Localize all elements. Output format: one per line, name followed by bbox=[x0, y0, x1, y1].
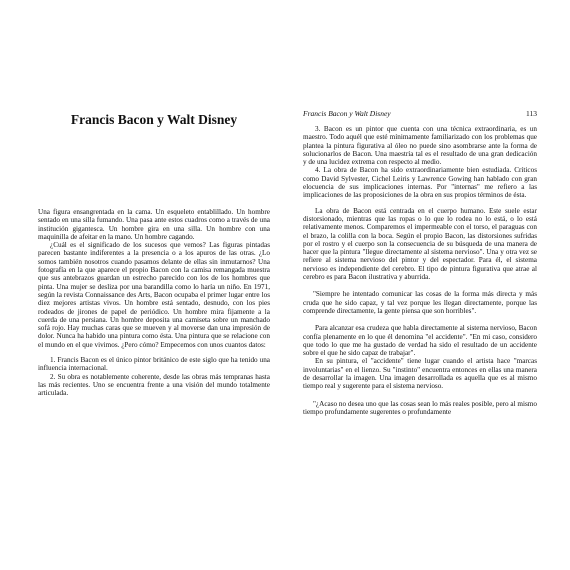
left-paragraph-1: Una figura ensangrentada en la cama. Un esqueleto entablillado. Un hombre sentado en una silla fumando. Una pasa ante estos cuadros como a través de una institución gigantesca. Un hombre gira en una silla. Un hombre con una maquinilla de afeitar en la mano. Un hombre cagando. bbox=[38, 208, 270, 241]
right-quote-1: "Siempre he intentado comunicar las cosas de la forma más directa y más cruda que he sido capaz, y tal vez porque les llegan directamente, porque las comprende directamente, la gente piensa que son horribles". bbox=[303, 290, 537, 315]
page-number: 113 bbox=[526, 109, 537, 118]
left-paragraph-3: 1. Francis Bacon es el único pintor británico de este siglo que ha tenido una influencia internacional. bbox=[38, 356, 270, 373]
right-paragraph-3: La obra de Bacon está centrada en el cuerpo humano. Este suele estar distorsionado, mientras que las ropas o lo que lo rodea no lo está, o lo está relativamente menos. Comparemos el impermeable con el torso, el paraguas con el brazo, la colilla con la boca. Según el propio Bacon, las distorsiones sufridas por el rostro y el cuerpo son la consecuencia de su búsqueda de una manera de hacer que la pintura "llegue directamente al sistema nervioso". Una y otra vez se refiere al sistema nervioso del pintor y del espectador. Para él, el sistema nervioso es independiente del cerebro. El tipo de pintura figurativa que atrae al cerebro es para Bacon ilustrativa y aburrida. bbox=[303, 206, 537, 282]
right-page-body bbox=[303, 125, 537, 425]
running-head bbox=[303, 109, 537, 119]
chapter-title: Francis Bacon y Walt Disney bbox=[70, 112, 238, 127]
left-paragraph-2: ¿Cuál es el significado de los sucesos que vemos? Las figuras pintadas parecen bastante indiferentes a la presencia o a los apuros de las otras. ¿Lo somos también nosotros cuando pasamos delante de ellas sin inmutarnos? Una fotografía en la que aparece el propio Bacon con la camisa remangada muestra que sus antebrazos guardan un estrecho parecido con los de los hombres que pinta. Una mujer se desliza por una barandilla como lo haría un niño. En 1971, según la revista Connaissance des Arts, Bacon ocupaba el primer lugar entre los diez mejores artistas vivos. Un hombre está sentado, desnudo, con los pies rodeados de jirones de papel de periódico. Un hombre mira fijamente a la cuerda de una persiana. Un hombre deposita una camiseta sobre un manchado sofá rojo. Hay muchas caras que se mueven y al moverse dan una impresión de dolor. Nunca ha habido una pintura como ésta. Una pintura que se relacione con el mundo en el que vivimos. ¿Pero cómo? Empecemos con unos cuantos datos: bbox=[38, 241, 270, 349]
right-paragraph-5: En su pintura, el "accidente" tiene lugar cuando el artista hace "marcas involuntarias" en el lienzo. Su "instinto" encuentra entonces en ellas una manera de desarrollar la imagen. Una imagen desarrollada es aquella que es al mismo tiempo real y sugerente para el sistema nervioso. bbox=[303, 357, 537, 391]
right-quote-2: "¿Acaso no desea uno que las cosas sean lo más reales posible, pero al mismo tiempo profundamente sugerentes o profundamente bbox=[303, 399, 537, 416]
right-paragraph-1: 3. Bacon es un pintor que cuenta con una técnica extraordinaria, es un maestro. Todo aquél que esté mínimamente familiarizado con los problemas que plantea la pintura figurativa al óleo no puede sino asombrarse ante la forma de solucionarlos de Bacon. Una maestría tal es el resultado de una gran dedicación y de una lucidez extrema con respecto al medio. bbox=[303, 125, 537, 167]
right-paragraph-2: 4. La obra de Bacon ha sido extraordinariamente bien estudiada. Críticos como David Sylvester, Cichel Leiris y Lawrence Gowing han hablado con gran elocuencia de sus implicaciones internas. Por "internas" me refiero a las implicaciones de las proposiciones de la obra en sus propios términos de ésta. bbox=[303, 166, 537, 200]
right-paragraph-4: Para alcanzar esa crudeza que habla directamente al sistema nervioso, Bacon confía plenamente en lo que él denomina "el accidente". "En mi caso, considero que todo lo que me ha gustado de verdad ha sido el resultado de un accidente sobre el que he sido capaz de trabajar". bbox=[303, 324, 537, 358]
left-paragraph-4: 2. Su obra es notablemente coherente, desde las obras más tempranas hasta las más recientes. Uno se encuentra frente a una visión del mundo totalmente articulada. bbox=[38, 372, 270, 398]
left-page-body bbox=[38, 208, 270, 398]
running-title: Francis Bacon y Walt Disney bbox=[303, 109, 391, 118]
